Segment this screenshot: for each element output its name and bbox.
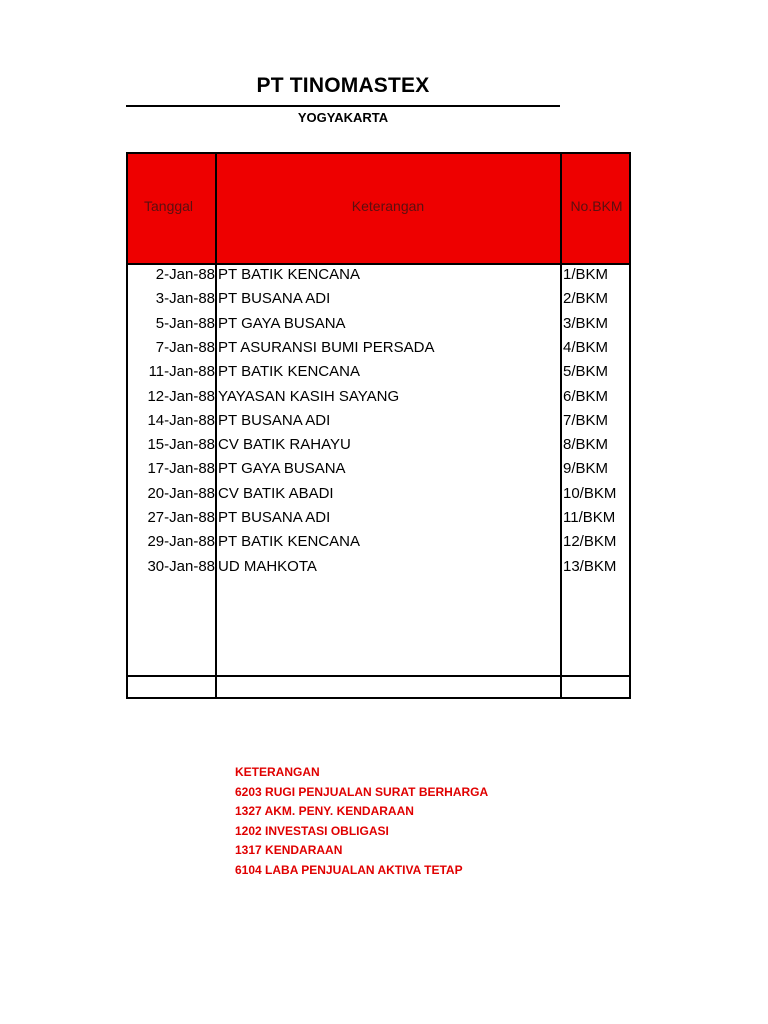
- notes-line: 1327 AKM. PENY. KENDARAAN: [235, 804, 414, 818]
- company-name: PT TINOMASTEX: [256, 74, 430, 97]
- cell-no-bkm: 11/BKM: [563, 509, 616, 526]
- cell-no-bkm: 2/BKM: [563, 290, 609, 308]
- table-header: [128, 154, 629, 265]
- bkm-table: [126, 152, 631, 699]
- column-header-tanggal: Tanggal: [144, 198, 194, 214]
- cell-tanggal: 2-Jan-88: [155, 266, 215, 283]
- table-row: [128, 506, 629, 530]
- notes-line: 1317 KENDARAAN: [235, 843, 343, 857]
- cell-keterangan: PT BATIK KENCANA: [218, 363, 360, 381]
- column-header-keterangan: Keterangan: [351, 198, 425, 214]
- table-footer-divider: [128, 675, 629, 677]
- title-underline: [126, 105, 560, 107]
- table-row: [128, 457, 629, 481]
- cell-tanggal: 27-Jan-88: [147, 509, 215, 526]
- table-row: [128, 433, 629, 457]
- cell-no-bkm: 6/BKM: [563, 387, 609, 405]
- cell-no-bkm: 12/BKM: [563, 533, 617, 551]
- table-row: [128, 263, 629, 287]
- cell-tanggal: 29-Jan-88: [147, 533, 215, 551]
- cell-keterangan: PT ASURANSI BUMI PERSADA: [218, 338, 435, 356]
- table-row: [128, 360, 629, 384]
- cell-keterangan: PT GAYA BUSANA: [218, 460, 346, 478]
- cell-tanggal: 17-Jan-88: [147, 460, 215, 478]
- cell-tanggal: 5-Jan-88: [155, 314, 215, 332]
- table-row: [128, 555, 629, 579]
- table-row: [128, 385, 629, 409]
- cell-keterangan: PT BATIK KENCANA: [218, 533, 360, 551]
- cell-tanggal: 14-Jan-88: [147, 411, 215, 429]
- cell-keterangan: CV BATIK ABADI: [218, 484, 334, 502]
- table-row: [128, 287, 629, 311]
- cell-keterangan: PT BATIK KENCANA: [218, 266, 360, 283]
- cell-tanggal: 3-Jan-88: [155, 290, 215, 308]
- table-row: [128, 336, 629, 360]
- column-header-no-bkm: No.BKM: [570, 198, 623, 214]
- cell-tanggal: 7-Jan-88: [155, 338, 215, 356]
- cell-keterangan: YAYASAN KASIH SAYANG: [218, 387, 400, 405]
- cell-tanggal: 11-Jan-88: [148, 363, 215, 381]
- table-row: [128, 409, 629, 433]
- cell-no-bkm: 9/BKM: [563, 460, 609, 478]
- cell-no-bkm: 8/BKM: [563, 436, 609, 454]
- cell-tanggal: 30-Jan-88: [147, 557, 215, 575]
- notes-line: 6104 LABA PENJUALAN AKTIVA TETAP: [235, 862, 463, 877]
- cell-no-bkm: 1/BKM: [563, 266, 609, 283]
- cell-tanggal: 15-Jan-88: [147, 436, 215, 454]
- cell-keterangan: PT BUSANA ADI: [218, 290, 331, 308]
- cell-no-bkm: 10/BKM: [563, 484, 617, 502]
- cell-no-bkm: 13/BKM: [563, 557, 617, 575]
- cell-keterangan: PT BUSANA ADI: [218, 411, 331, 429]
- company-city: YOGYAKARTA: [297, 110, 389, 125]
- cell-no-bkm: 5/BKM: [563, 363, 609, 381]
- notes-title: KETERANGAN: [235, 765, 320, 779]
- cell-keterangan: UD MAHKOTA: [218, 557, 317, 575]
- cell-keterangan: PT BUSANA ADI: [218, 509, 331, 526]
- cell-no-bkm: 7/BKM: [563, 411, 609, 429]
- cell-no-bkm: 3/BKM: [563, 314, 609, 332]
- cell-keterangan: CV BATIK RAHAYU: [218, 436, 351, 454]
- notes-line: 1202 INVESTASI OBLIGASI: [235, 823, 389, 838]
- cell-tanggal: 20-Jan-88: [147, 484, 215, 502]
- notes-block: [235, 763, 488, 880]
- table-row: [128, 530, 629, 554]
- cell-tanggal: 12-Jan-88: [147, 387, 215, 405]
- cell-keterangan: PT GAYA BUSANA: [218, 314, 346, 332]
- table-row: [128, 312, 629, 336]
- notes-line: 6203 RUGI PENJUALAN SURAT BERHARGA: [235, 784, 489, 799]
- cell-no-bkm: 4/BKM: [563, 338, 609, 356]
- table-row: [128, 482, 629, 506]
